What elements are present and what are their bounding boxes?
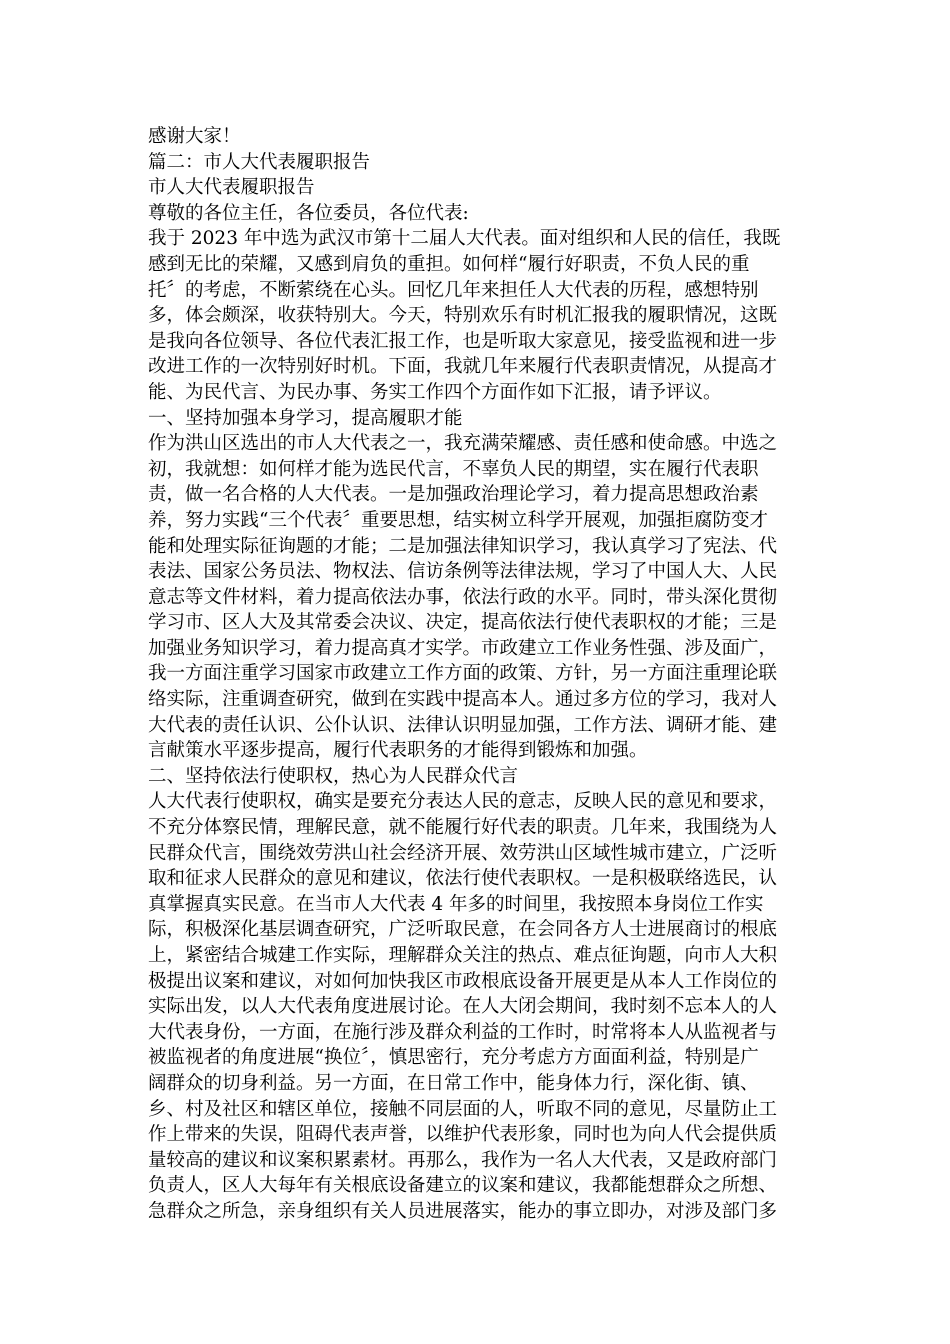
text-line: 极提出议案和建议，对如何加快我区市政根底设备开展更是从本人工作岗位的 (148, 970, 778, 992)
text-line: 急群众之所急，亲身组织有关人员进展落实，能办的事立即办，对涉及部门多 (148, 1200, 778, 1222)
text-line: 被监视者的角度进展“换位〞，慎思密行，充分考虑方方面面利益，特别是广 (148, 1047, 759, 1069)
text-line: 人大代表行使职权，确实是要充分表达人民的意志，反映人民的意见和要求， (148, 791, 778, 813)
text-line: 际，积极深化基层调查研究，广泛听取民意，在会同各方人士进展商讨的根底 (148, 919, 778, 941)
text-line: 络实际，注重调查研究，做到在实践中提高本人。通过多方位的学习，我对人 (148, 689, 778, 711)
text-line: 我于 2023 年中选为武汉市第十二届人大代表。面对组织和人民的信任，我既 (148, 228, 781, 250)
text-line: 学习市、区人大及其常委会决议、决定，提高依法行使代表职权的才能；三是 (148, 612, 778, 634)
text-line: 加强业务知识学习，着力提高真才实学。市政建立工作业务性强、涉及面广， (148, 637, 778, 659)
section-heading: 篇二：市人大代表履职报告 (148, 151, 371, 173)
section-heading: 二、坚持依法行使职权，热心为人民群众代言 (148, 765, 519, 787)
text-line: 感谢大家！ (148, 126, 241, 147)
text-line: 实际出发，以人大代表角度进展讨论。在人大闭会期间，我时刻不忘本人的人 (148, 996, 778, 1018)
text-line: 作上带来的失误，阻碍代表声誉，以维护代表形象，同时也为向人代会提供质 (148, 1124, 778, 1146)
document-title: 市人大代表履职报告 (148, 177, 315, 199)
text-line: 我一方面注重学习国家市政建立工作方面的政策、方针，另一方面注重理论联 (148, 663, 778, 685)
text-line: 托〞的考虑，不断萦绕在心头。回忆几年来担任人大代表的历程，感想特别 (148, 279, 759, 301)
text-line: 民群众代言，围绕效劳洪山社会经济开展、效劳洪山区域性城市建立，广泛听 (148, 842, 778, 864)
document-body (148, 124, 808, 1225)
text-line: 初，我就想：如何样才能为选民代言，不辜负人民的期望，实在履行代表职 (148, 458, 759, 480)
text-line: 阔群众的切身利益。另一方面，在日常工作中，能身体力行，深化街、镇、 (148, 1072, 759, 1094)
text-line: 取和征求人民群众的意见和建议，依法行使代表职权。一是积极联络选民，认 (148, 868, 778, 890)
text-line: 大代表的责任认识、公仆认识、法律认识明显加强，工作方法、调研才能、建 (148, 714, 778, 736)
text-line: 大代表身份，一方面，在施行涉及群众利益的工作时，时常将本人从监视者与 (148, 1021, 778, 1043)
text-line: 不充分体察民情，理解民意，就不能履行好代表的职责。几年来，我围绕为人 (148, 817, 778, 839)
text-line: 责，做一名合格的人大代表。一是加强政治理论学习，着力提高思想政治素 (148, 484, 759, 506)
text-line: 作为洪山区选出的市人大代表之一，我充满荣耀感、责任感和使命感。中选之 (148, 433, 778, 455)
text-line: 感到无比的荣耀，又感到肩负的重担。如何样“履行好职责，不负人民的重 (148, 253, 750, 275)
text-line: 负责人，区人大每年有关根底设备建立的议案和建议，我都能想群众之所想、 (148, 1175, 778, 1197)
text-line: 改进工作的一次特别好时机。下面，我就几年来履行代表职责情况，从提高才 (148, 356, 778, 378)
text-line: 上，紧密结合城建工作实际，理解群众关注的热点、难点征询题，向市人大积 (148, 945, 778, 966)
text-line: 意志等文件材料，着力提高依法办事，依法行政的水平。同时，带头深化贯彻 (148, 586, 778, 608)
section-heading: 一、坚持加强本身学习，提高履职才能 (148, 407, 463, 429)
text-line: 真掌握真实民意。在当市人大代表 4 年多的时间里，我按照本身岗位工作实 (148, 893, 764, 915)
text-line: 表法、国家公务员法、物权法、信访条例等法律法规，学习了中国人大、人民 (148, 561, 778, 583)
text-line: 是我向各位领导、各位代表汇报工作，也是听取大家意见，接受监视和进一步 (148, 330, 778, 352)
text-line: 能、为民代言、为民办事、务实工作四个方面作如下汇报，请予评议。 (148, 381, 722, 403)
text-line: 养，努力实践“三个代表〞重要思想，结实树立科学开展观，加强拒腐防变才 (148, 509, 768, 531)
text-line: 能和处理实际征询题的才能；二是加强法律知识学习，我认真学习了宪法、代 (148, 535, 778, 557)
text-line: 乡、村及社区和辖区单位，接触不同层面的人，听取不同的意见，尽量防止工 (148, 1098, 778, 1120)
text-line: 言献策水平逐步提高，履行代表职务的才能得到锻炼和加强。 (148, 740, 648, 762)
salutation: 尊敬的各位主任，各位委员，各位代表: (148, 202, 469, 224)
text-line: 量较高的建议和议案积累素材。再那么，我作为一名人大代表，又是政府部门 (148, 1149, 778, 1171)
text-line: 多，体会颇深，收获特别大。今天，特别欢乐有时机汇报我的履职情况，这既 (148, 305, 778, 327)
